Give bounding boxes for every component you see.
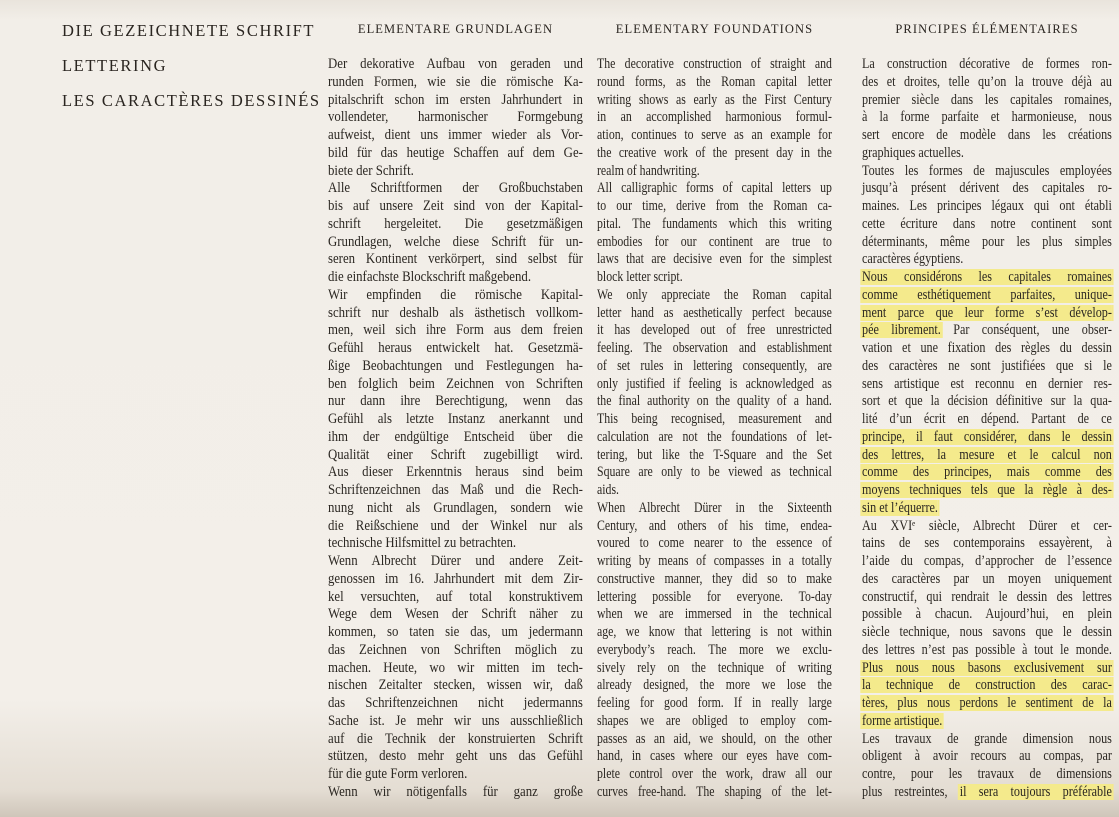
text-line (328, 500, 583, 518)
text-segment: to our time, derive from the Roman ca- (597, 198, 832, 214)
text-segment: block letter script. (597, 269, 683, 285)
text-line (328, 109, 583, 127)
text-line (328, 748, 583, 766)
highlighted-text: il sera toujours préférable (959, 783, 1112, 800)
text-segment: everybody’s reach. The more we exclu- (597, 641, 832, 658)
text-line (328, 589, 583, 607)
text-segment: contre, pour les travaux de dimensions (862, 766, 1112, 782)
text-line (862, 340, 1112, 358)
text-segment: hand, in cases where our eyes have com- (597, 748, 832, 765)
text-segment: when we are immersed in the technical (597, 606, 832, 623)
text-line (597, 482, 832, 500)
text-segment: Der dekorative Aufbau von geraden und (328, 56, 583, 72)
column-german-text (328, 56, 583, 802)
text-line (862, 358, 1112, 376)
highlighted-text: sin et l’équerre. (862, 499, 938, 516)
text-line (328, 642, 583, 660)
text-segment: Grundlagen, welche diese Schrift für un- (328, 233, 583, 250)
text-line (328, 234, 583, 252)
text-line (597, 92, 832, 110)
text-line (328, 447, 583, 465)
text-segment: already designed, the more we lose the (597, 677, 832, 694)
text-line (597, 464, 832, 482)
highlighted-text: principe, il faut considérer, dans le dessin (862, 428, 1112, 445)
text-line (328, 358, 583, 376)
text-segment: voured to come nearer to the essence of (597, 535, 832, 552)
text-line (597, 606, 832, 624)
text-line (862, 411, 1112, 429)
text-segment: it has developed out of free unrestricted (597, 322, 832, 339)
text-segment: nur dann ihre Berechtigung, wenn das (328, 393, 583, 410)
text-line (597, 287, 832, 305)
text-segment: obligent à avoir recours au compas, par (862, 748, 1112, 765)
text-segment: Wenn wir nötigenfalls für ganz große (328, 783, 583, 800)
text-segment: des et droites, telle qu’on la trouve déjà au (862, 73, 1112, 90)
text-segment: Gefühl heraus entwickelt hat. Gesetzmä- (328, 340, 583, 356)
text-segment: feeling. The observation and establishment (597, 340, 832, 356)
text-line (597, 624, 832, 642)
text-line (597, 145, 832, 163)
text-line (597, 180, 832, 198)
text-segment: realm of handwriting. (597, 162, 700, 179)
text-line (862, 766, 1112, 784)
text-line (597, 251, 832, 269)
text-line (597, 56, 832, 74)
text-segment: aids. (597, 482, 620, 498)
text-line (862, 92, 1112, 110)
text-segment: ßige Beobachtungen und Festlegungen ha- (328, 357, 583, 374)
text-line (328, 624, 583, 642)
text-line (597, 216, 832, 234)
text-line (328, 429, 583, 447)
text-line (862, 518, 1112, 536)
text-line (328, 127, 583, 145)
text-segment: kommen, so taten sie das, um jedermann (328, 624, 583, 640)
text-line (862, 145, 1112, 163)
text-line (328, 322, 583, 340)
text-line (862, 731, 1112, 749)
text-line (597, 198, 832, 216)
text-segment: Alle Schriftformen der Großbuchstaben (328, 180, 583, 197)
text-line (597, 677, 832, 695)
highlighted-text: moyens techniques tels que la règle à des- (862, 482, 1112, 498)
text-segment: laws that are decisive even for the simplest (597, 251, 832, 268)
text-line (862, 234, 1112, 252)
text-segment: passes as an aid, we should, on the other (597, 730, 832, 747)
text-line (328, 340, 583, 358)
text-line (597, 269, 832, 287)
text-segment: sively rely on the technique of writing (597, 659, 832, 676)
text-segment: Qualität einer Schrift zugebilligt wird. (328, 446, 583, 463)
text-segment: jusqu’à présent dérivent des capitales ro- (862, 180, 1112, 197)
column-heading-french: PRINCIPES ÉLÉMENTAIRES (895, 22, 1079, 36)
text-line (862, 642, 1112, 660)
text-segment: pitalschrift schon im ersten Jahrhundert in (328, 91, 583, 108)
text-segment: Aus dieser Erkenntnis heraus sind beim (328, 464, 583, 481)
text-line (328, 56, 583, 74)
text-line (862, 500, 1112, 518)
text-line (328, 713, 583, 731)
text-line (862, 109, 1112, 127)
text-segment: kel versuchten, auf total konstruktivem (328, 588, 583, 605)
text-line (597, 553, 832, 571)
text-segment: vollendeter, harmonischer Formgebung (328, 109, 583, 126)
text-line (597, 393, 832, 411)
text-line (328, 92, 583, 110)
text-segment: only justified if feeling is acknowledged as (597, 375, 832, 392)
text-segment: We only appreciate the Roman capital (597, 286, 832, 303)
text-line (597, 660, 832, 678)
text-line (597, 731, 832, 749)
text-segment: das Schriftenzeichnen nicht jedermanns (328, 695, 583, 711)
highlighted-text: Plus nous nous basons exclusivement sur (862, 659, 1112, 676)
text-segment: aufweist, dient uns immer wieder als Vor- (328, 127, 583, 143)
highlighted-text: pée librement. (862, 322, 941, 339)
text-segment: des caractères ne sont justifiées que si le (862, 357, 1112, 374)
text-line (328, 518, 583, 536)
text-segment: cette écriture dans notre continent sont (862, 215, 1112, 232)
text-segment: Wir empfinden die römische Kapital- (328, 286, 583, 303)
text-line (862, 447, 1112, 465)
text-segment: sens artistique est reconnu en dernier res- (862, 375, 1112, 392)
text-line (328, 305, 583, 323)
text-segment: the final authority on the quality of a hand. (597, 393, 832, 410)
text-line (862, 393, 1112, 411)
text-segment: in an accomplished harmonious formul- (597, 109, 832, 126)
text-segment: possible à chacun. Aujourd’hui, en plein (862, 606, 1112, 623)
text-line (862, 553, 1112, 571)
text-segment: auf die Technik der konstruierten Schrift (328, 730, 583, 747)
text-segment: tering, but like the T-Square and the Set (597, 446, 832, 463)
text-line (862, 748, 1112, 766)
text-line (862, 74, 1112, 92)
text-line (862, 269, 1112, 287)
text-line (597, 340, 832, 358)
text-segment: caractères égyptiens. (862, 251, 964, 268)
text-line (597, 322, 832, 340)
text-line (597, 305, 832, 323)
column-heading-english: ELEMENTARY FOUNDATIONS (615, 22, 814, 36)
text-line (328, 163, 583, 181)
text-segment: genossen im 16. Jahrhundert mit dem Zir- (328, 570, 583, 587)
text-line (862, 606, 1112, 624)
text-segment: La construction décorative de formes ron- (862, 56, 1112, 72)
text-segment: schrift nur deshalb als ästhetisch vollkom- (328, 304, 583, 321)
text-line (862, 251, 1112, 269)
text-segment: des caractères par un moyen uniquement (862, 570, 1112, 587)
text-line (328, 731, 583, 749)
text-segment: pital. The fundaments which this writing (597, 215, 832, 232)
text-line (597, 429, 832, 447)
text-segment: Schriftenzeichnen das Maß und die Rech- (328, 482, 583, 498)
text-line (597, 74, 832, 92)
text-line (597, 748, 832, 766)
text-segment: lité d’un écrit en dépend. Partant de ce (862, 411, 1112, 427)
text-segment: age, we know that lettering is not within (597, 624, 832, 640)
text-segment: runden Formen, wie sie die römische Ka- (328, 73, 583, 90)
text-segment: für die gute Form verloren. (328, 766, 468, 782)
text-line (862, 429, 1112, 447)
text-segment: déterminants, même pour les plus simples (862, 233, 1112, 250)
text-segment: Sache ist. Je mehr wir uns ausschließlich (328, 712, 583, 729)
text-line (328, 535, 583, 553)
text-segment: writing shows as early as the First Century (597, 91, 832, 108)
text-line (597, 518, 832, 536)
text-line (328, 198, 583, 216)
text-line (862, 322, 1112, 340)
highlighted-text: ment parce que leur forme s’est dévelop- (862, 304, 1112, 321)
text-segment: This being recognised, measurement and (597, 411, 832, 427)
text-segment: Les travaux de grande dimension nous (862, 730, 1112, 747)
highlighted-text: comme des principes, mais comme des (862, 464, 1112, 481)
text-line (862, 216, 1112, 234)
text-segment: Century, and others of his time, endea- (597, 517, 832, 534)
text-segment: premier siècle dans les capitales romaines, (862, 91, 1112, 108)
text-segment: nischen Zeitalter stecken, wissen wir, daß (328, 677, 583, 694)
text-line (597, 713, 832, 731)
text-line (597, 784, 832, 802)
text-segment: round forms, as the Roman capital letter (597, 73, 832, 90)
column-heading-german: ELEMENTARE GRUNDLAGEN (357, 22, 554, 36)
text-line (597, 376, 832, 394)
text-segment: des lettres n’est pas possible à tout le monde. (862, 641, 1112, 658)
text-line (597, 358, 832, 376)
text-segment: The decorative construction of straight and (597, 56, 832, 72)
text-segment: biete der Schrift. (328, 162, 414, 179)
text-segment: Wege dem Wesen der Schrift näher zu (328, 606, 583, 623)
text-segment: bild für das heutige Schaffen auf dem Ge- (328, 144, 583, 161)
text-line (862, 305, 1112, 323)
highlighted-text: Nous considérons les capitales romaines (862, 269, 1112, 285)
text-segment: nung nicht als Grundlagen, sondern wie (328, 499, 583, 516)
text-segment: ihm der endgültige Entscheid über die (328, 428, 583, 445)
text-line (328, 145, 583, 163)
text-line (328, 766, 583, 784)
text-line (862, 287, 1112, 305)
text-line (862, 535, 1112, 553)
text-segment: Square are only to be viewed as technical (597, 464, 832, 481)
text-line (328, 464, 583, 482)
book-title-english: LETTERING (62, 56, 168, 75)
highlighted-text: forme artistique. (862, 712, 943, 729)
column-english-text (597, 56, 832, 802)
text-segment: bis auf unsere Zeit sind von der Kapital- (328, 198, 583, 214)
text-segment: men, weil sich ihre Form aus dem freien (328, 322, 583, 339)
text-segment: curves free-hand. The shaping of the let- (597, 783, 832, 800)
text-segment: das Zeichnen von Schriften möglich zu (328, 641, 583, 658)
text-line (328, 784, 583, 802)
text-segment: writing by means of compasses in a totally (597, 553, 832, 569)
text-segment: sort et que la décision définitive sur la qua- (862, 393, 1112, 410)
text-line (597, 589, 832, 607)
text-line (862, 482, 1112, 500)
text-line (862, 589, 1112, 607)
text-line (328, 216, 583, 234)
text-segment: Par conséquent, une obser- (940, 322, 1112, 339)
text-segment: stützen, desto mehr geht uns das Gefühl (328, 748, 583, 765)
text-line (328, 677, 583, 695)
text-segment: technische Hilfsmittel zu betrachten. (328, 535, 517, 552)
text-segment: vation et une fixation des règles du dessin (862, 340, 1112, 356)
text-line (862, 163, 1112, 181)
text-line (862, 713, 1112, 731)
text-line (597, 766, 832, 784)
text-segment: seren Kontinent verkörpert, sind selbst für (328, 251, 583, 268)
text-line (597, 411, 832, 429)
text-line (862, 180, 1112, 198)
text-line (328, 393, 583, 411)
text-line (328, 411, 583, 429)
text-segment: machen. Heute, wo wir mitten im tech- (328, 659, 583, 676)
text-segment: embodies for our continent are true to (597, 233, 832, 250)
text-segment: the creative work of the present day in the (597, 144, 832, 161)
highlighted-text: comme esthétiquement parfaites, unique- (862, 286, 1112, 303)
text-segment: sert encore de modèle dans les créations (862, 127, 1112, 143)
text-line (328, 606, 583, 624)
text-segment: ation, continues to serve as an example for (597, 127, 832, 143)
text-line (862, 127, 1112, 145)
text-line (328, 553, 583, 571)
book-title-german: DIE GEZEICHNETE SCHRIFT (62, 21, 316, 40)
text-segment: lettering possible for everyone. To-day (597, 588, 832, 605)
text-line (328, 251, 583, 269)
text-segment: ben folglich beim Zeichnen von Schriften (328, 375, 583, 392)
highlighted-text: tères, plus nous perdons le sentiment de la (862, 695, 1112, 711)
text-segment: die einfachste Blockschrift maßgebend. (328, 269, 532, 285)
highlighted-text: des lettres, la mesure et le calcul non (862, 446, 1112, 463)
text-line (328, 180, 583, 198)
text-segment: Wenn Albrecht Dürer und andere Zeit- (328, 553, 583, 569)
text-line (862, 784, 1112, 802)
text-segment: plus restreintes, (862, 783, 960, 800)
text-segment: letter hand as aesthetically perfect because (597, 304, 832, 321)
text-segment: tains de ses contemporains essayèrent, à (862, 535, 1112, 552)
text-line (328, 482, 583, 500)
text-line (862, 571, 1112, 589)
text-line (597, 127, 832, 145)
text-line (328, 571, 583, 589)
book-title-french: LES CARACTÈRES DESSINÉS (62, 91, 321, 110)
text-line (328, 74, 583, 92)
text-segment: à la forme parfaite et harmonieuse, nous (862, 109, 1112, 126)
text-line (597, 642, 832, 660)
text-line (597, 695, 832, 713)
text-line (862, 464, 1112, 482)
highlighted-text: la technique de construction des carac- (862, 677, 1112, 694)
text-line (597, 234, 832, 252)
text-line (597, 447, 832, 465)
text-segment: calculation are not the foundations of let- (597, 428, 832, 445)
text-line (597, 571, 832, 589)
text-line (862, 376, 1112, 394)
text-segment: of set rules in lettering consequently, are (597, 357, 832, 374)
text-segment: plete control over the work, draw all our (597, 766, 832, 782)
text-line (862, 695, 1112, 713)
text-segment: Gefühl als letzte Instanz anerkannt und (328, 411, 583, 427)
text-line (328, 287, 583, 305)
text-segment: constructif, qui rendrait le dessin des lettres (862, 588, 1112, 605)
text-line (862, 660, 1112, 678)
text-segment: die Reißschiene und der Winkel nur als (328, 517, 583, 534)
text-line (328, 269, 583, 287)
text-segment: maines. Les principes légaux qui ont établi (862, 198, 1112, 214)
text-line (862, 677, 1112, 695)
text-line (862, 56, 1112, 74)
text-segment: feeling for good form. If in really large (597, 695, 832, 711)
column-french-text (862, 56, 1112, 802)
text-segment: siècle technique, nous savons que le dessin (862, 624, 1112, 640)
text-line (328, 660, 583, 678)
text-segment: l’aide du compas, d’approcher de l’essence (862, 553, 1112, 569)
text-segment: All calligraphic forms of capital letters up (597, 180, 832, 197)
text-line (328, 695, 583, 713)
text-segment: When Albrecht Dürer in the Sixteenth (597, 499, 832, 516)
text-line (328, 376, 583, 394)
text-segment: schrift hergeleitet. Die gesetzmäßigen (328, 215, 583, 232)
text-line (862, 198, 1112, 216)
text-segment: constructive manner, they did so to make (597, 570, 832, 587)
text-segment: graphiques actuelles. (862, 144, 964, 161)
text-line (862, 624, 1112, 642)
text-line (597, 109, 832, 127)
text-segment: Au XVIᵉ siècle, Albrecht Dürer et cer- (862, 517, 1112, 534)
text-segment: shapes we are obliged to employ com- (597, 712, 832, 729)
text-line (597, 500, 832, 518)
text-line (597, 163, 832, 181)
text-segment: Toutes les formes de majuscules employées (862, 162, 1112, 179)
text-line (597, 535, 832, 553)
